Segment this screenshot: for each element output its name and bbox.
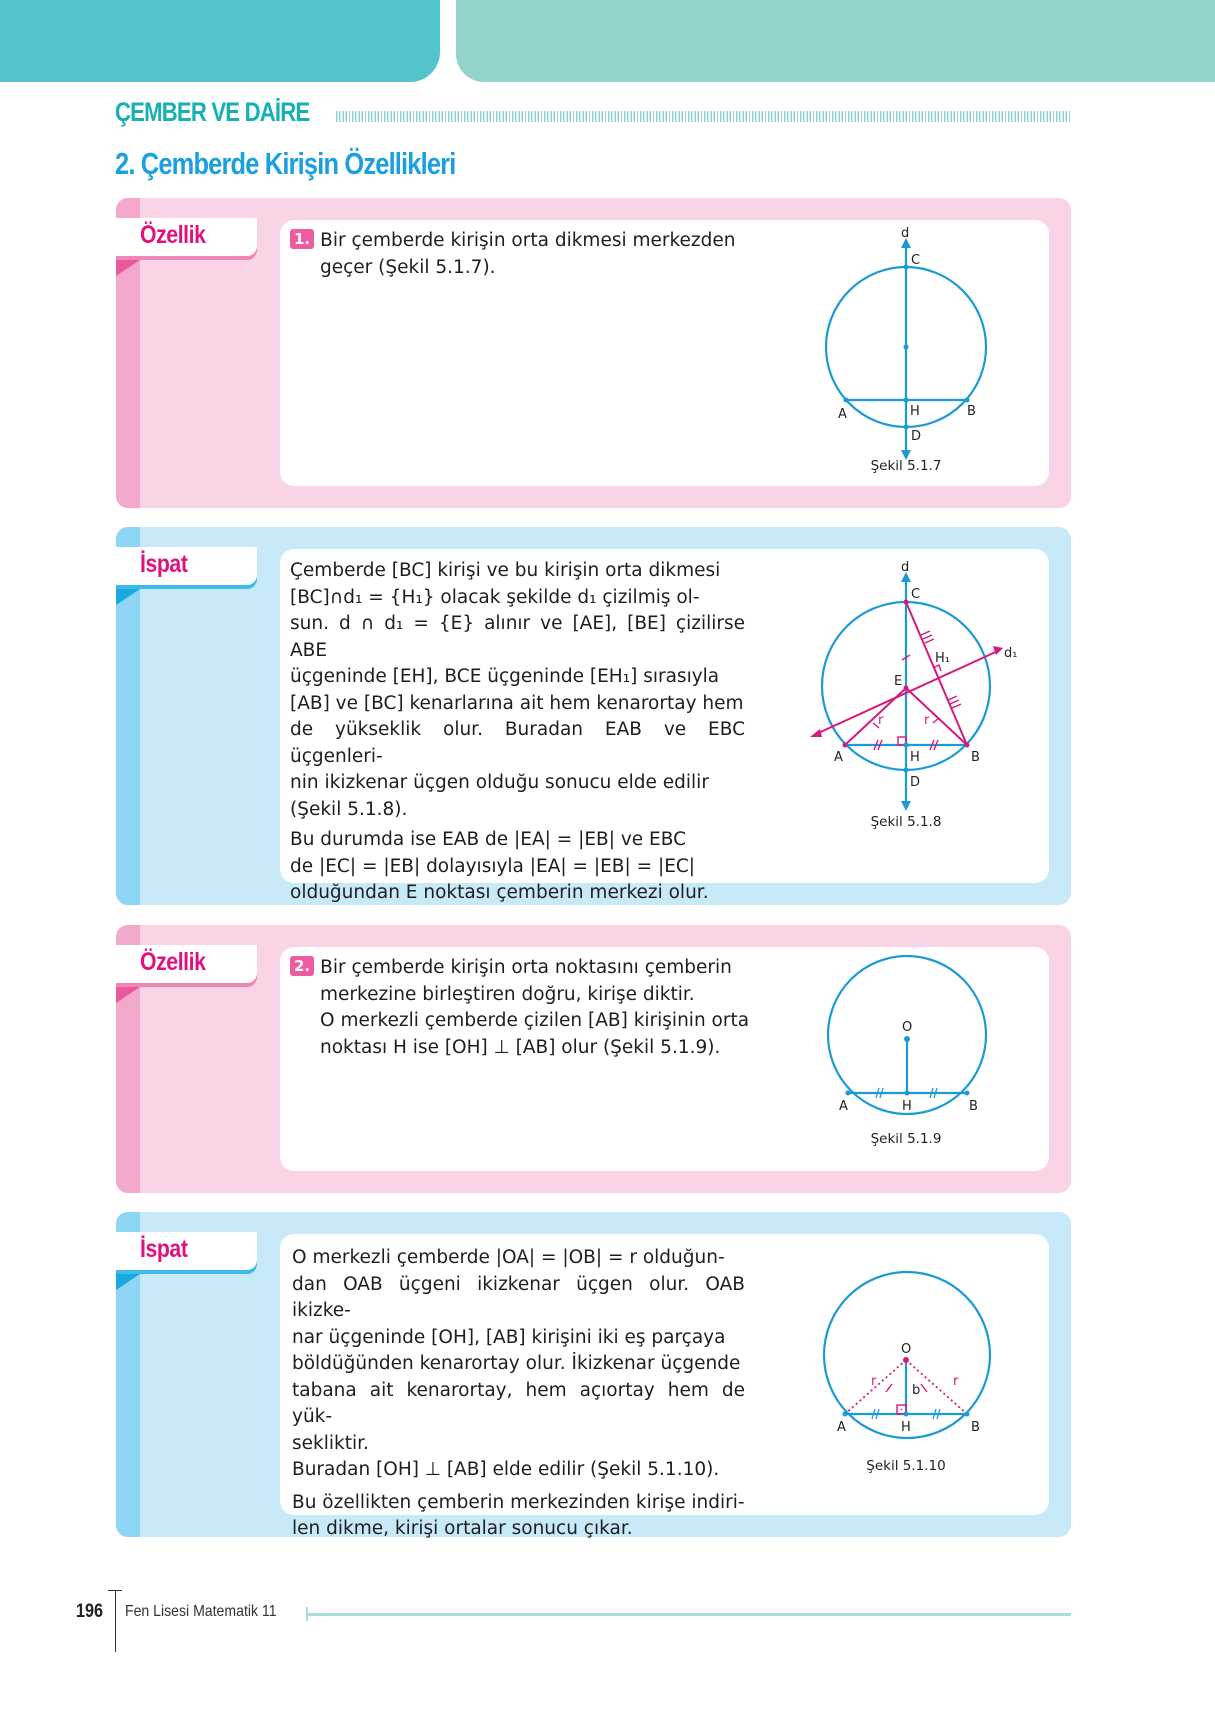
chapter-title: ÇEMBER VE DAİRE [115,97,310,127]
figure-5-1-9 [810,955,1010,1155]
text-line: olduğundan E noktası çemberin merkezi olur. [290,882,709,903]
label-tab [116,547,257,585]
svg-text:r: r [871,1374,877,1389]
svg-text:C: C [911,587,921,602]
text-line: (Şekil 5.1.8). [290,798,408,820]
figure-caption: Şekil 5.1.9 [870,1131,942,1147]
svg-text:A: A [838,407,847,422]
text-line: len dikme, kirişi ortalar sonucu çıkar. [292,1518,633,1539]
svg-text:C: C [911,253,921,268]
text-line: tabana ait kenarortay, hem açıortay hem de yük- [292,1379,745,1427]
svg-text:H: H [910,750,920,765]
figure-5-1-8 [800,560,1040,840]
circle-diagram [810,1268,1020,1478]
figure-caption: Şekil 5.1.8 [870,814,942,830]
svg-text:r: r [924,713,930,728]
tab-fold-decoration [116,260,140,276]
book-title: Fen Lisesi Matematik 11 [125,1603,277,1620]
label-tab-text: İspat [140,1235,188,1263]
proof-2-text [292,1245,745,1543]
tab-fold-decoration [116,1274,140,1290]
svg-text:B: B [967,404,976,419]
page-number: 196 [76,1601,103,1622]
property-2-text [290,955,760,1061]
text-line: Buradan [OH] ⊥ [AB] elde edilir (Şekil 5.1.10). [292,1459,720,1480]
svg-text:B: B [971,750,980,765]
text-line: Bu özellikten çemberin merkezinden kirişe indiri- [292,1491,745,1513]
text-line: Bu durumda ise EAB de |EA| = |EB| ve EBC [290,829,687,850]
svg-text:E: E [894,674,903,689]
svg-text:A: A [834,750,843,765]
label-tab [116,218,257,256]
text-line: de yükseklik olur. Buradan EAB ve EBC üçgenleri- [290,719,745,767]
text-line: noktası H ise [OH] ⊥ [AB] olur (Şekil 5.1.9). [320,1036,721,1058]
figure-5-1-10 [810,1268,1020,1478]
text-line: de |EC| = |EB| dolayısıyla |EA| = |EB| = |EC| [290,855,696,877]
header-band-gap [440,0,456,82]
figure-caption: Şekil 5.1.7 [870,458,942,474]
header-band-right [456,0,1215,82]
number-badge: 2. [290,956,314,976]
svg-text:b: b [912,1383,921,1398]
number-badge: 1. [290,229,314,249]
svg-text:A: A [839,1099,848,1114]
text-line: nin ikizkenar üçgen olduğu sonucu elde edilir [290,772,709,793]
section-title: 2. Çemberde Kirişin Özellikleri [115,146,456,181]
text-line: sekliktir. [292,1432,369,1454]
tab-fold-decoration [116,987,140,1003]
header-band-left [0,0,440,82]
text-line: O merkezli çemberde |OA| = |OB| = r olduğun- [292,1247,725,1268]
footer-divider [115,1590,116,1652]
svg-text:H: H [910,404,920,419]
text-line: dan OAB üçgeni ikizkenar üçgen olur. OAB ikizke- [292,1273,745,1321]
footer-rule [306,1613,1071,1616]
svg-text:D: D [911,429,922,444]
svg-text:H: H [902,1099,912,1114]
svg-text:d: d [901,226,910,241]
text-line: merkezine birleştiren doğru, kirişe diktir. [320,983,695,1005]
label-tab-text: Özellik [140,221,206,249]
svg-text:B: B [969,1099,978,1114]
svg-text:d: d [901,560,910,575]
text-line: Bir çemberde kirişin orta noktasını çemberin [320,957,732,978]
text-line: Bir çemberde kirişin orta dikmesi merkezden [320,230,736,251]
property-1-text [290,228,760,281]
svg-text:D: D [910,775,921,790]
label-tab [116,945,257,983]
text-line: üçgeninde [EH], BCE üçgeninde [EH₁] sırasıyla [290,666,720,687]
svg-text:r: r [953,1374,959,1389]
svg-text:B: B [971,1420,980,1435]
text-line: böldüğünden kenarortay olur. İkizkenar üçgende [292,1353,741,1374]
svg-text:A: A [837,1420,846,1435]
svg-text:O: O [902,1020,913,1035]
text-line: sun. d ∩ d₁ = {E} alınır ve [AE], [BE] çizilirse ABE [290,613,745,661]
text-line: geçer (Şekil 5.1.7). [320,256,496,278]
text-line: [AB] ve [BC] kenarlarına ait hem kenarortay hem [290,692,744,714]
figure-5-1-7 [810,222,1010,482]
proof-1-text [290,558,745,907]
label-tab [116,1232,257,1270]
text-line: O merkezli çemberde çizilen [AB] kirişinin orta [320,1010,750,1031]
label-tab-text: Özellik [140,948,206,976]
circle-diagram [810,222,1010,482]
svg-text:H₁: H₁ [935,651,950,666]
text-line: Çemberde [BC] kirişi ve bu kirişin orta dikmesi [290,560,721,581]
circle-diagram [800,560,1040,840]
svg-text:d₁: d₁ [1004,646,1018,661]
label-tab-text: İspat [140,550,188,578]
svg-text:r: r [878,713,884,728]
text-line: nar üçgeninde [OH], [AB] kirişini iki eş parçaya [292,1326,726,1348]
circle-diagram [810,955,1010,1155]
svg-text:H: H [901,1420,911,1435]
svg-text:O: O [901,1342,912,1357]
text-line: [BC]∩d₁ = {H₁} olacak şekilde d₁ çizilmiş ol- [290,586,700,608]
tab-fold-decoration [116,589,140,605]
chapter-rule-decoration [336,111,1072,122]
figure-caption: Şekil 5.1.10 [866,1458,946,1474]
